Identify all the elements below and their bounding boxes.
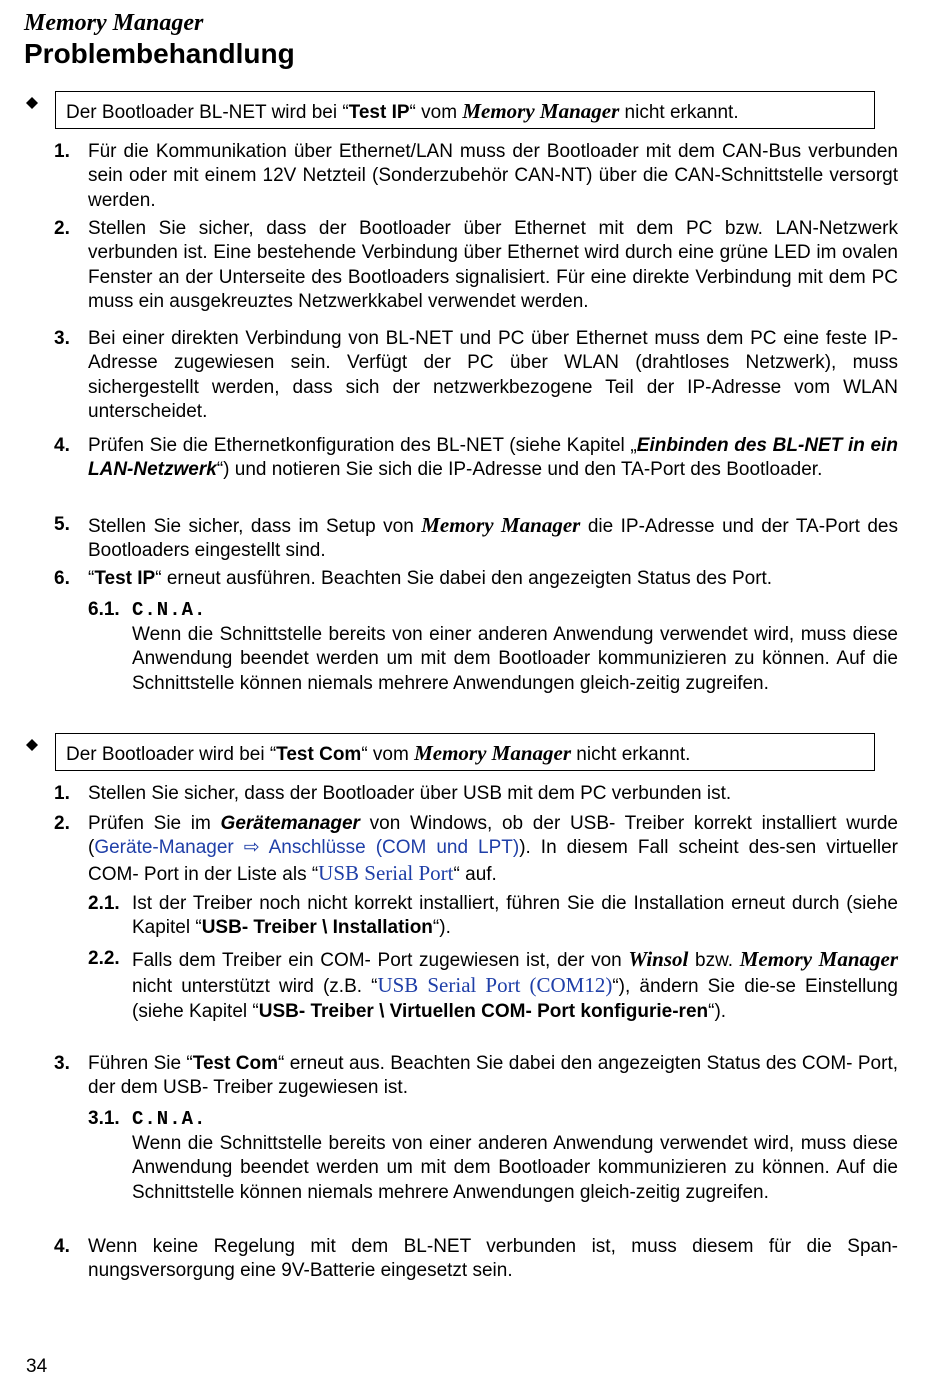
chapter-reference: Einbinden des BL-NET in ein LAN-Netzwerk [88, 435, 898, 481]
diamond-bullet-icon [26, 97, 38, 109]
arrow-right-icon: ⇨ [243, 837, 260, 859]
step-number: 2. [54, 218, 70, 239]
running-header: Memory Manager [24, 10, 204, 36]
substep-text: Falls dem Treiber ein COM- Port zugewiesen ist, der von Winsol bzw. Memory Manager nicht unterstützt wird (z.B. “USB Serial Port (COM12)“), ändern Sie die-se Einstellung (siehe Kapitel “USB- Treiber \ Virtuellen COM- Port konfigurie-ren“). [132, 947, 899, 1022]
substep-number: 6.1. [88, 599, 120, 620]
step-text: Stellen Sie sicher, dass der Bootloader über USB mit dem PC verbunden ist. [88, 783, 732, 804]
substep-text: Wenn die Schnittstelle bereits von einer anderen Anwendung verwendet wird, muss diese Anwendung beendet werden um mit dem Bootloader kommunizieren zu können. Auf die Schnittstelle können niemals mehrere Anwendungen gleich-zeitig zugreifen. [132, 1133, 898, 1203]
section-title: Problembehandlung [24, 38, 295, 69]
step-number: 5. [54, 514, 70, 535]
step-number: 6. [54, 568, 70, 589]
status-code: C.N.A. [132, 599, 207, 621]
substep-text: Ist der Treiber noch nicht korrekt installiert, führen Sie die Installation erneut durch (siehe Kapitel “USB- Treiber \ Installation“). [132, 893, 898, 939]
substep-number: 2.2. [88, 948, 120, 969]
problem-box-2: Der Bootloader wird bei “Test Com“ vom Memory Manager nicht erkannt. [55, 733, 875, 771]
step-text: “Test IP“ erneut ausführen. Beachten Sie dabei den angezeigten Status des Port. [88, 568, 773, 589]
step-text: Führen Sie “Test Com“ erneut aus. Beachten Sie dabei den angezeigten Status des COM- Port, der dem USB- Treiber zugewiesen ist. [88, 1053, 899, 1099]
step-number: 1. [54, 141, 70, 162]
status-code: C.N.A. [132, 1108, 207, 1130]
step-text: Prüfen Sie im Gerätemanager von Windows, ob der USB- Treiber korrekt installiert wurde (Geräte-Manager ⇨ Anschlüsse (COM und LPT)). In diesem Fall scheint des-sen virtueller COM- Port in der Liste als “USB Serial Port“ auf. [88, 813, 899, 885]
step-text: Für die Kommunikation über Ethernet/LAN muss der Bootloader mit dem CAN-Bus verbunden sein oder mit einem 12V Netzteil (Sonderzubehör CAN-NT) über die CAN-Schnittstelle versorgt werden. [88, 141, 898, 211]
substep-text: Wenn die Schnittstelle bereits von einer anderen Anwendung verwendet wird, muss diese Anwendung beendet werden um mit dem Bootloader kommunizieren zu können. Auf die Schnittstelle können niemals mehrere Anwendungen gleich-zeitig zugreifen. [132, 624, 898, 694]
step-text: Stellen Sie sicher, dass im Setup von Memory Manager die IP-Adresse und der TA-Port des Bootloaders eingestellt sind. [88, 513, 898, 562]
step-number: 3. [54, 328, 70, 349]
step-number: 3. [54, 1053, 70, 1074]
step-number: 2. [54, 813, 70, 834]
step-text: Wenn keine Regelung mit dem BL-NET verbunden ist, muss diesem für die Span-nungsversorgung eine 9V-Batterie eingesetzt sein. [88, 1236, 898, 1282]
diamond-bullet-icon [26, 739, 38, 751]
step-text: Prüfen Sie die Ethernetkonfiguration des BL-NET (siehe Kapitel „Einbinden des BL-NET in ein LAN-Netzwerk“) und notieren Sie sich die IP-Adresse und den TA-Port des Bootloader. [88, 435, 898, 481]
step-number: 1. [54, 783, 70, 804]
step-number: 4. [54, 1236, 70, 1257]
step-text: Bei einer direkten Verbindung von BL-NET und PC über Ethernet muss dem PC eine feste IP- Adresse zugewiesen sein. Verfügt der PC über WLAN (drahtloses Netzwerk), muss sichergestellt werden, dass sich der netzwerkbezogene Teil der IP-Adresse vom WLAN unterscheidet. [88, 328, 898, 422]
step-text: Stellen Sie sicher, dass der Bootloader über Ethernet mit dem PC bzw. LAN-Netzwerk verbunden ist. Eine bestehende Verbindung über Ethernet wird durch eine grüne LED im ovalen Fenster an der Unterseite des Bootloaders signalisiert. Für eine direkte Verbindung mit dem PC muss ein ausgekreuztes Netzwerkkabel verwendet werden. [88, 218, 898, 312]
page-number: 34 [26, 1356, 48, 1377]
substep-number: 2.1. [88, 893, 120, 914]
substep-number: 3.1. [88, 1108, 120, 1129]
problem-box-1: Der Bootloader BL-NET wird bei “Test IP“ vom Memory Manager nicht erkannt. [55, 91, 875, 129]
step-number: 4. [54, 435, 70, 456]
